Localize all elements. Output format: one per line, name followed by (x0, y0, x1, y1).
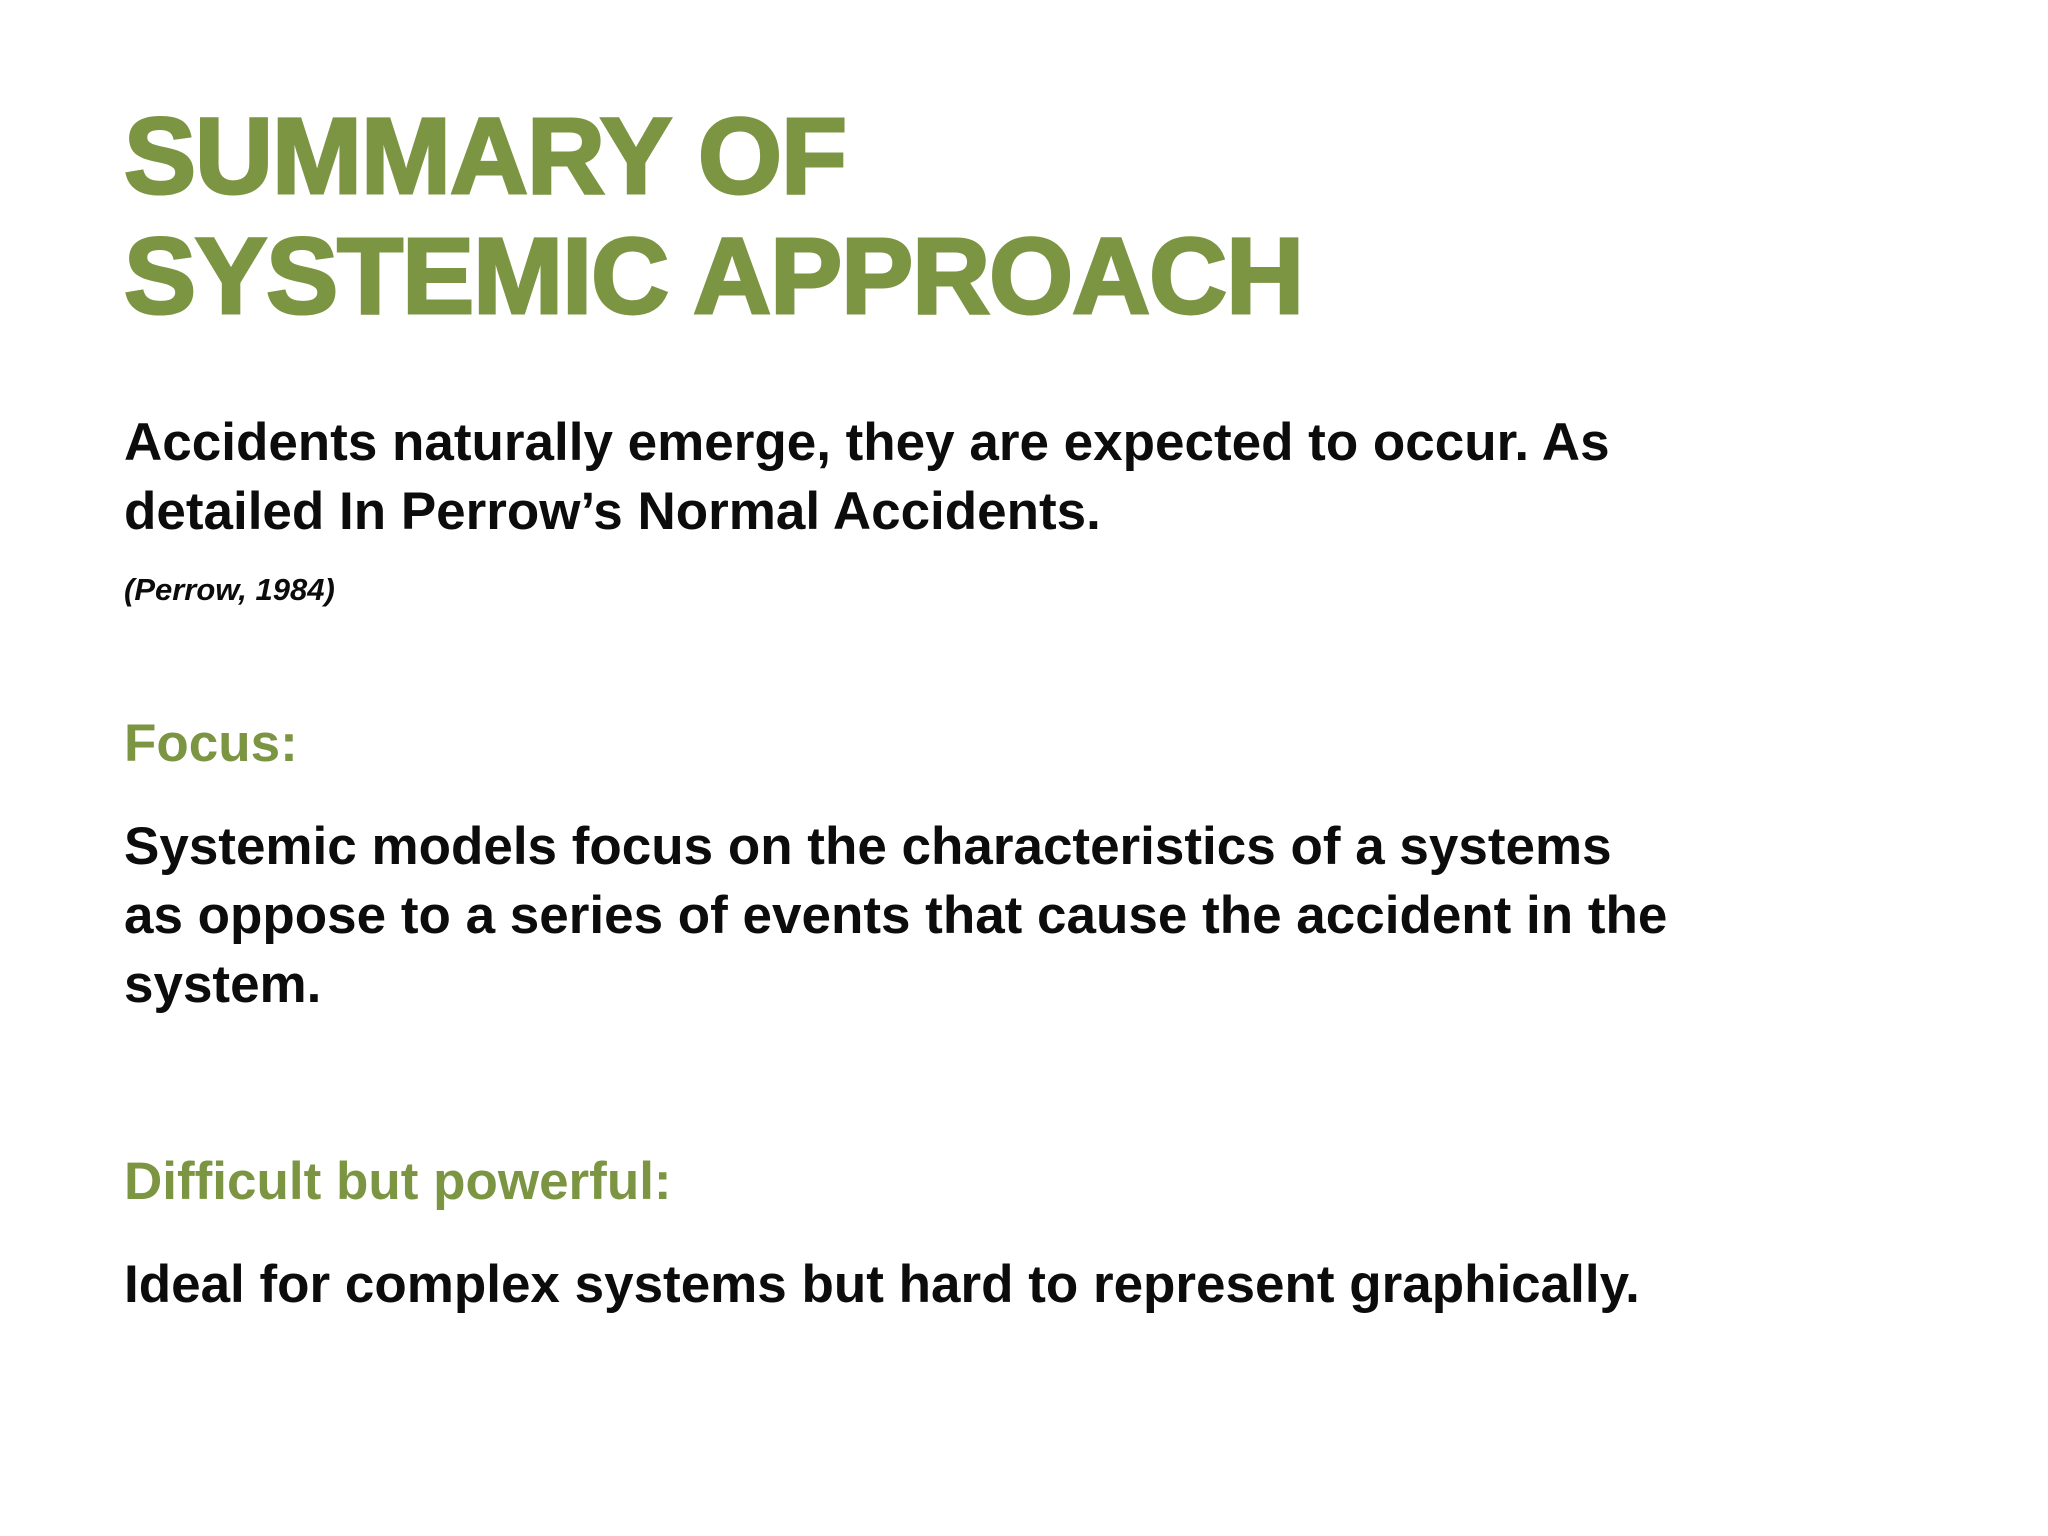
focus-line-1: Systemic models focus on the characteristics of a systems (124, 817, 1612, 876)
title-line-2: SYSTEMIC APPROACH (124, 215, 1304, 336)
title-line-1: SUMMARY OF (124, 95, 847, 216)
difficult-paragraph (124, 1250, 1944, 1319)
focus-line-2: as oppose to a series of events that cause the accident in the (124, 886, 1668, 945)
slide-title (124, 96, 1303, 336)
citation: (Perrow, 1984) (124, 572, 335, 607)
difficult-line-1: Ideal for complex systems but hard to represent graphically. (124, 1255, 1640, 1314)
intro-line-2: detailed In Perrow’s Normal Accidents. (124, 482, 1101, 541)
intro-paragraph (124, 408, 1944, 546)
difficult-heading: Difficult but powerful: (124, 1152, 672, 1211)
focus-line-3: system. (124, 955, 322, 1014)
focus-paragraph (124, 812, 1944, 1019)
focus-heading: Focus: (124, 714, 298, 773)
intro-line-1: Accidents naturally emerge, they are expected to occur. As (124, 413, 1610, 472)
